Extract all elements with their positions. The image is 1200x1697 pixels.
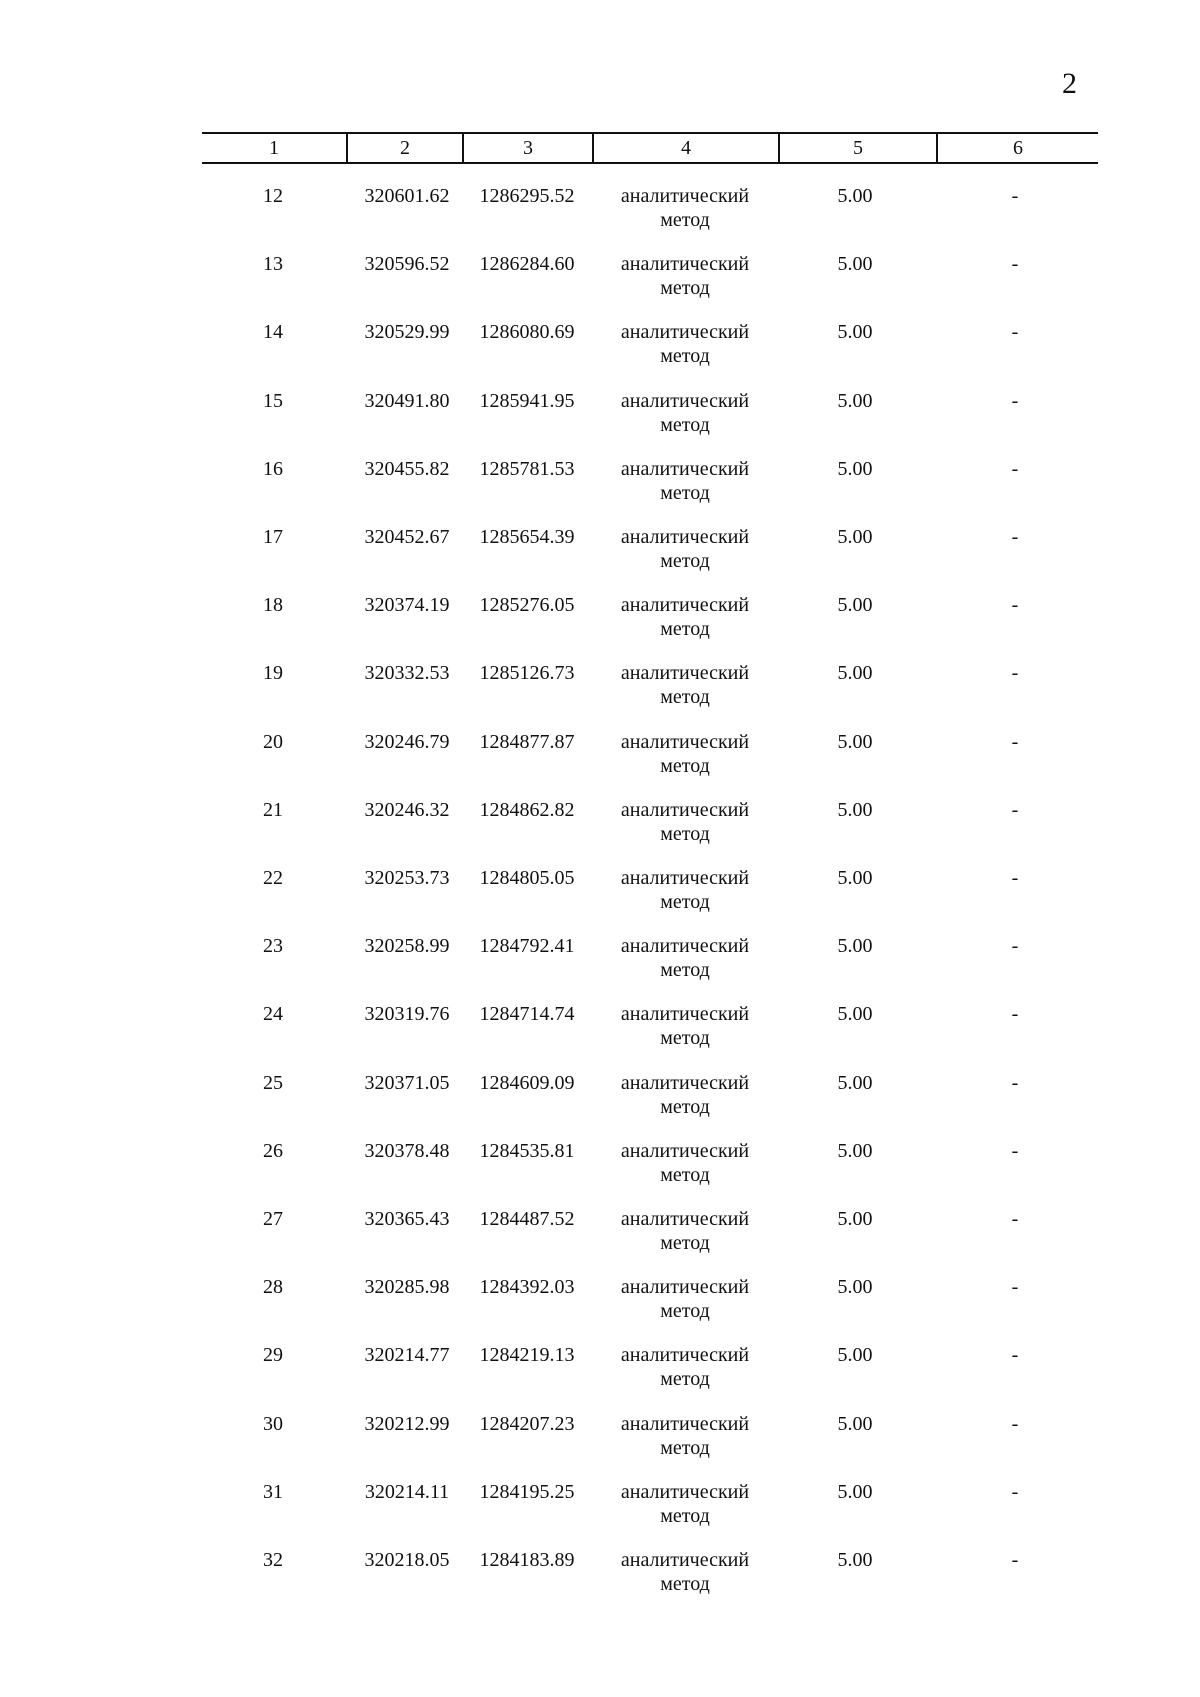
note-value: - <box>1011 253 1019 276</box>
coordinate-y: 1285941.95 <box>479 389 575 412</box>
coordinate-y: 1284219.13 <box>479 1344 575 1367</box>
coordinate-x: 320601.62 <box>364 185 450 207</box>
note-value: - <box>1011 1003 1019 1026</box>
header-col-3: 3 <box>523 137 533 159</box>
method-line-2: метод <box>660 550 710 572</box>
coordinate-y: 1285654.39 <box>479 526 575 548</box>
table-row <box>0 184 1200 252</box>
method-line-1: аналитический <box>620 1276 750 1299</box>
accuracy-value: 5.00 <box>837 594 873 617</box>
point-number: 27 <box>263 1208 283 1230</box>
coordinate-y: 1286295.52 <box>479 185 575 207</box>
coordinate-y: 1284805.05 <box>479 867 575 889</box>
accuracy-value: 5.00 <box>837 1276 873 1299</box>
coordinate-x: 320212.99 <box>364 1412 450 1435</box>
coordinate-x: 320214.77 <box>364 1344 450 1367</box>
coordinate-x: 320246.32 <box>364 798 450 821</box>
method-cell <box>600 798 770 846</box>
header-col-6: 6 <box>1013 137 1023 159</box>
method-line-1: аналитический <box>620 1139 750 1162</box>
method-line-1: аналитический <box>620 1549 750 1571</box>
header-col-5: 5 <box>853 137 863 159</box>
table-row <box>0 1480 1200 1548</box>
note-value: - <box>1011 321 1019 344</box>
accuracy-value: 5.00 <box>837 526 873 548</box>
point-number: 14 <box>263 321 283 344</box>
method-line-2: метод <box>660 413 710 436</box>
table-row <box>0 1139 1200 1207</box>
table-row <box>0 730 1200 798</box>
method-line-2: метод <box>660 959 710 982</box>
method-line-1: аналитический <box>620 526 750 548</box>
point-number: 21 <box>263 798 283 821</box>
method-line-2: метод <box>660 1095 710 1118</box>
coordinate-x: 320452.67 <box>364 526 450 548</box>
page-number: 2 <box>1062 67 1077 100</box>
method-cell <box>600 389 770 437</box>
accuracy-value: 5.00 <box>837 935 873 958</box>
accuracy-value: 5.00 <box>837 185 873 207</box>
coordinate-x: 320258.99 <box>364 935 450 958</box>
note-value: - <box>1011 1139 1019 1162</box>
coordinate-x: 320253.73 <box>364 867 450 889</box>
coordinate-x: 320246.79 <box>364 730 450 753</box>
method-line-2: метод <box>660 277 710 300</box>
point-number: 12 <box>263 185 283 207</box>
point-number: 17 <box>263 526 283 548</box>
method-line-1: аналитический <box>620 185 750 207</box>
note-value: - <box>1011 662 1019 685</box>
method-cell <box>600 525 770 573</box>
coordinate-y: 1285276.05 <box>479 594 575 617</box>
method-cell <box>600 184 770 232</box>
note-value: - <box>1011 526 1019 548</box>
accuracy-value: 5.00 <box>837 798 873 821</box>
method-line-2: метод <box>660 891 710 913</box>
method-line-1: аналитический <box>620 253 750 276</box>
point-number: 15 <box>263 389 283 412</box>
coordinate-y: 1284207.23 <box>479 1412 575 1435</box>
accuracy-value: 5.00 <box>837 867 873 889</box>
method-cell <box>600 1480 770 1528</box>
coordinate-x: 320218.05 <box>364 1549 450 1571</box>
table-row <box>0 593 1200 661</box>
method-cell <box>600 252 770 300</box>
method-line-1: аналитический <box>620 321 750 344</box>
coordinate-x: 320214.11 <box>364 1480 450 1503</box>
note-value: - <box>1011 457 1019 480</box>
coordinate-y: 1284877.87 <box>479 730 575 753</box>
accuracy-value: 5.00 <box>837 1412 873 1435</box>
table-row <box>0 934 1200 1002</box>
coordinate-y: 1284487.52 <box>479 1208 575 1230</box>
method-line-1: аналитический <box>620 1344 750 1367</box>
table-row <box>0 1343 1200 1411</box>
note-value: - <box>1011 1276 1019 1299</box>
coordinate-y: 1284195.25 <box>479 1480 575 1503</box>
note-value: - <box>1011 594 1019 617</box>
accuracy-value: 5.00 <box>837 253 873 276</box>
accuracy-value: 5.00 <box>837 1480 873 1503</box>
table-row <box>0 866 1200 934</box>
accuracy-value: 5.00 <box>837 1549 873 1571</box>
method-line-1: аналитический <box>620 594 750 617</box>
point-number: 24 <box>263 1003 283 1026</box>
coordinate-x: 320378.48 <box>364 1139 450 1162</box>
table-row <box>0 320 1200 388</box>
table-row <box>0 798 1200 866</box>
header-col-4: 4 <box>681 137 691 159</box>
table-header <box>202 132 1098 164</box>
method-line-2: метод <box>660 618 710 641</box>
method-cell <box>600 457 770 505</box>
method-line-1: аналитический <box>620 1412 750 1435</box>
coordinate-x: 320365.43 <box>364 1208 450 1230</box>
point-number: 32 <box>263 1549 283 1571</box>
note-value: - <box>1011 389 1019 412</box>
header-col-2: 2 <box>400 137 410 159</box>
method-cell <box>600 934 770 982</box>
method-cell <box>600 1002 770 1050</box>
note-value: - <box>1011 867 1019 889</box>
note-value: - <box>1011 1071 1019 1094</box>
point-number: 16 <box>263 457 283 480</box>
method-line-1: аналитический <box>620 1208 750 1230</box>
coordinate-y: 1284535.81 <box>479 1139 575 1162</box>
coordinate-x: 320529.99 <box>364 321 450 344</box>
coordinate-x: 320491.80 <box>364 389 450 412</box>
coordinate-x: 320285.98 <box>364 1276 450 1299</box>
method-line-1: аналитический <box>620 1071 750 1094</box>
coordinate-y: 1285781.53 <box>479 457 575 480</box>
coordinate-y: 1284862.82 <box>479 798 575 821</box>
accuracy-value: 5.00 <box>837 321 873 344</box>
note-value: - <box>1011 798 1019 821</box>
method-line-2: метод <box>660 1163 710 1186</box>
accuracy-value: 5.00 <box>837 457 873 480</box>
method-cell <box>600 661 770 709</box>
method-line-2: метод <box>660 209 710 231</box>
coordinate-x: 320455.82 <box>364 457 450 480</box>
note-value: - <box>1011 1344 1019 1367</box>
coordinate-y: 1284714.74 <box>479 1003 575 1026</box>
method-line-1: аналитический <box>620 730 750 753</box>
table-row <box>0 1275 1200 1343</box>
point-number: 18 <box>263 594 283 617</box>
table-row <box>0 525 1200 593</box>
coordinate-y: 1285126.73 <box>479 662 575 685</box>
table-row <box>0 661 1200 729</box>
method-cell <box>600 1207 770 1255</box>
method-cell <box>600 1139 770 1187</box>
method-line-2: метод <box>660 1368 710 1391</box>
method-cell <box>600 866 770 914</box>
point-number: 22 <box>263 867 283 889</box>
point-number: 13 <box>263 253 283 276</box>
table-row <box>0 1412 1200 1480</box>
point-number: 29 <box>263 1344 283 1367</box>
coordinate-x: 320332.53 <box>364 662 450 685</box>
method-cell <box>600 1275 770 1323</box>
coordinate-x: 320596.52 <box>364 253 450 276</box>
table-row <box>0 389 1200 457</box>
point-number: 23 <box>263 935 283 958</box>
point-number: 31 <box>263 1480 283 1503</box>
accuracy-value: 5.00 <box>837 389 873 412</box>
method-line-2: метод <box>660 481 710 504</box>
accuracy-value: 5.00 <box>837 1003 873 1026</box>
accuracy-value: 5.00 <box>837 1071 873 1094</box>
method-line-2: метод <box>660 1232 710 1254</box>
method-line-1: аналитический <box>620 798 750 821</box>
note-value: - <box>1011 730 1019 753</box>
note-value: - <box>1011 1549 1019 1571</box>
method-line-1: аналитический <box>620 1480 750 1503</box>
note-value: - <box>1011 935 1019 958</box>
method-cell <box>600 320 770 368</box>
table-row <box>0 1207 1200 1275</box>
coordinate-y: 1284392.03 <box>479 1276 575 1299</box>
point-number: 19 <box>263 662 283 685</box>
method-line-2: метод <box>660 1300 710 1323</box>
accuracy-value: 5.00 <box>837 662 873 685</box>
point-number: 28 <box>263 1276 283 1299</box>
method-line-2: метод <box>660 1027 710 1050</box>
coordinate-y: 1284609.09 <box>479 1071 575 1094</box>
accuracy-value: 5.00 <box>837 1344 873 1367</box>
coordinate-y: 1286080.69 <box>479 321 575 344</box>
point-number: 25 <box>263 1071 283 1094</box>
point-number: 26 <box>263 1139 283 1162</box>
method-cell <box>600 1071 770 1119</box>
accuracy-value: 5.00 <box>837 1208 873 1230</box>
method-cell <box>600 1343 770 1391</box>
note-value: - <box>1011 1480 1019 1503</box>
method-line-1: аналитический <box>620 1003 750 1026</box>
note-value: - <box>1011 1412 1019 1435</box>
table-row <box>0 1548 1200 1616</box>
table-row <box>0 1002 1200 1070</box>
note-value: - <box>1011 1208 1019 1230</box>
method-line-2: метод <box>660 1573 710 1595</box>
method-line-1: аналитический <box>620 389 750 412</box>
coordinate-y: 1286284.60 <box>479 253 575 276</box>
coordinate-x: 320374.19 <box>364 594 450 617</box>
method-line-1: аналитический <box>620 867 750 889</box>
coordinate-x: 320371.05 <box>364 1071 450 1094</box>
table-row <box>0 252 1200 320</box>
method-line-2: метод <box>660 686 710 709</box>
method-line-2: метод <box>660 345 710 368</box>
method-line-1: аналитический <box>620 935 750 958</box>
accuracy-value: 5.00 <box>837 1139 873 1162</box>
accuracy-value: 5.00 <box>837 730 873 753</box>
method-line-2: метод <box>660 754 710 777</box>
header-col-1: 1 <box>269 137 279 159</box>
table-row <box>0 457 1200 525</box>
method-cell <box>600 593 770 641</box>
method-line-2: метод <box>660 822 710 845</box>
method-cell <box>600 1412 770 1460</box>
point-number: 30 <box>263 1412 283 1435</box>
point-number: 20 <box>263 730 283 753</box>
coordinate-y: 1284792.41 <box>479 935 575 958</box>
method-cell <box>600 1548 770 1596</box>
note-value: - <box>1011 185 1019 207</box>
method-line-1: аналитический <box>620 457 750 480</box>
method-line-1: аналитический <box>620 662 750 685</box>
method-cell <box>600 730 770 778</box>
coordinate-x: 320319.76 <box>364 1003 450 1026</box>
method-line-2: метод <box>660 1436 710 1459</box>
method-line-2: метод <box>660 1504 710 1527</box>
table-row <box>0 1071 1200 1139</box>
coordinate-y: 1284183.89 <box>479 1549 575 1571</box>
